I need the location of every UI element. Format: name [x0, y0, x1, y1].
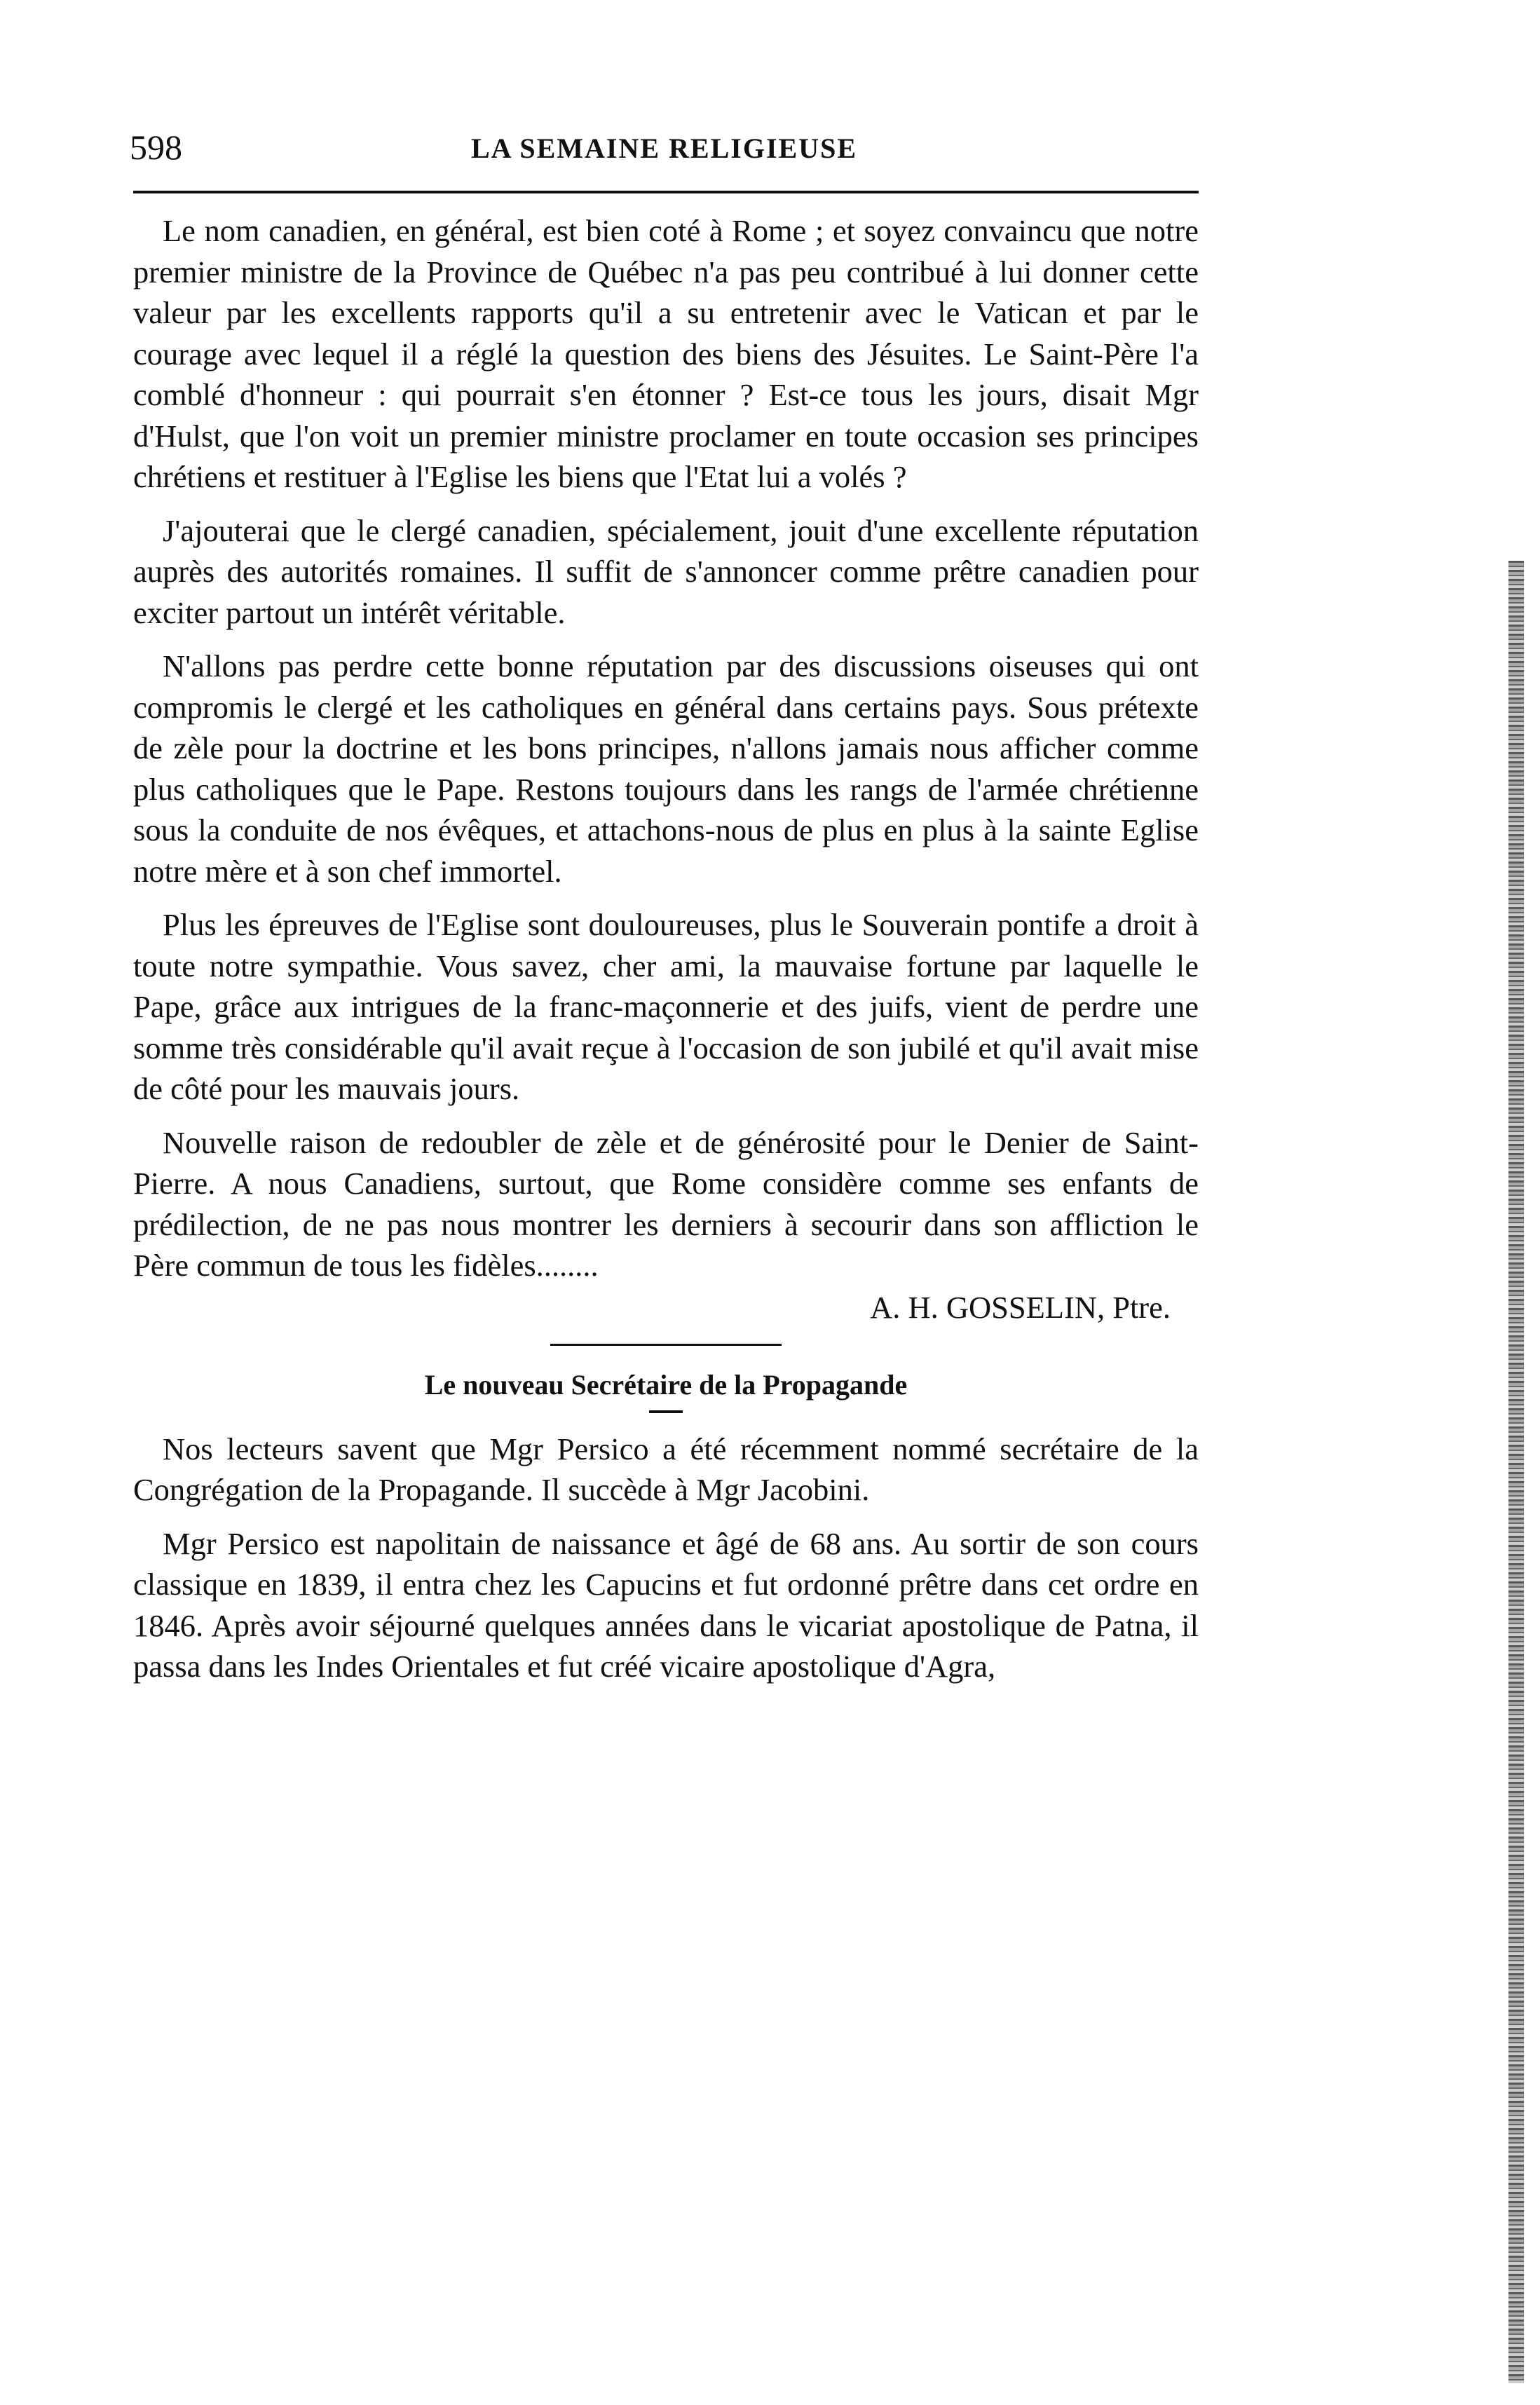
- paragraph: Plus les épreuves de l'Eglise sont douloureuses, plus le Souverain pontife a droit à toute notre sympathie. Vous savez, cher ami, la mauvaise fortune par laquelle le Pape, grâce aux intrigues de la franc-maçonnerie et des juifs, vient de perdre une somme très considérable qu'il avait reçue à l'occasion de son jubilé et qu'il avait mise de côté pour les mauvais jours.: [133, 907, 1199, 1106]
- section-paragraph: Nos lecteurs savent que Mgr Persico a été récemment nommé secrétaire de la Congrégation de la Propagande. Il succède à Mgr Jacobini.: [133, 1431, 1199, 1507]
- section-title: Le nouveau Secrétaire de la Propagande: [424, 1368, 908, 1401]
- running-title: LA SEMAINE RELIGIEUSE: [470, 132, 858, 164]
- paragraph: Nouvelle raison de redoubler de zèle et de générosité pour le Denier de Saint-Pierre. A nous Canadiens, surtout, que Rome considère comme ses enfants de prédilection, de ne pas nous montrer les derniers à secourir dans son affliction le Père commun de tous les fidèles........: [133, 1124, 1199, 1283]
- title-underline-dash: [649, 1410, 683, 1413]
- paragraph: N'allons pas perdre cette bonne réputation par des discussions oiseuses qui ont compromis le clergé et les catholiques en général dans certains pays. Sous prétexte de zèle pour la doctrine et les bons principes, n'allons jamais nous afficher comme plus catholiques que le Pape. Restons toujours dans les rangs de l'armée chrétienne sous la conduite de nos évêques, et attachons-nous de plus en plus à la sainte Eglise notre mère et à son chef immortel.: [133, 648, 1199, 889]
- header-rule: [133, 191, 1199, 193]
- scan-binding-edge: [1508, 561, 1524, 2383]
- section-divider: [550, 1344, 782, 1346]
- author-signature: A. H. GOSSELIN, Ptre.: [870, 1289, 1171, 1325]
- page-number: 598: [130, 128, 182, 167]
- page-header: [130, 126, 1199, 175]
- section-paragraph: Mgr Persico est napolitain de naissance et âgé de 68 ans. Au sortir de son cours classique en 1839, il entra chez les Capucins et fut ordonné prêtre dans cet ordre en 1846. Après avoir séjourné quelques années dans le vicariat apostolique de Patna, il passa dans les Indes Orientales et fut créé vicaire apostolique d'Agra,: [133, 1525, 1199, 1684]
- paragraph: J'ajouterai que le clergé canadien, spécialement, jouit d'une excellente réputation auprès des autorités romaines. Il suffit de s'annoncer comme prêtre canadien pour exciter partout un intérêt véritable.: [133, 512, 1199, 630]
- paragraph: Le nom canadien, en général, est bien coté à Rome ; et soyez convaincu que notre premier ministre de la Province de Québec n'a pas peu contribué à lui donner cette valeur par les excellents rapports qu'il a su entretenir avec le Vatican et par le courage avec lequel il a réglé la question des biens des Jésuites. Le Saint-Père l'a comblé d'honneur : qui pourrait s'en étonner ? Est-ce tous les jours, disait Mgr d'Hulst, que l'on voit un premier ministre proclamer en toute occasion ses principes chrétiens et restituer à l'Eglise les biens que l'Etat lui a volés ?: [133, 213, 1199, 494]
- article-body: [133, 210, 1199, 1687]
